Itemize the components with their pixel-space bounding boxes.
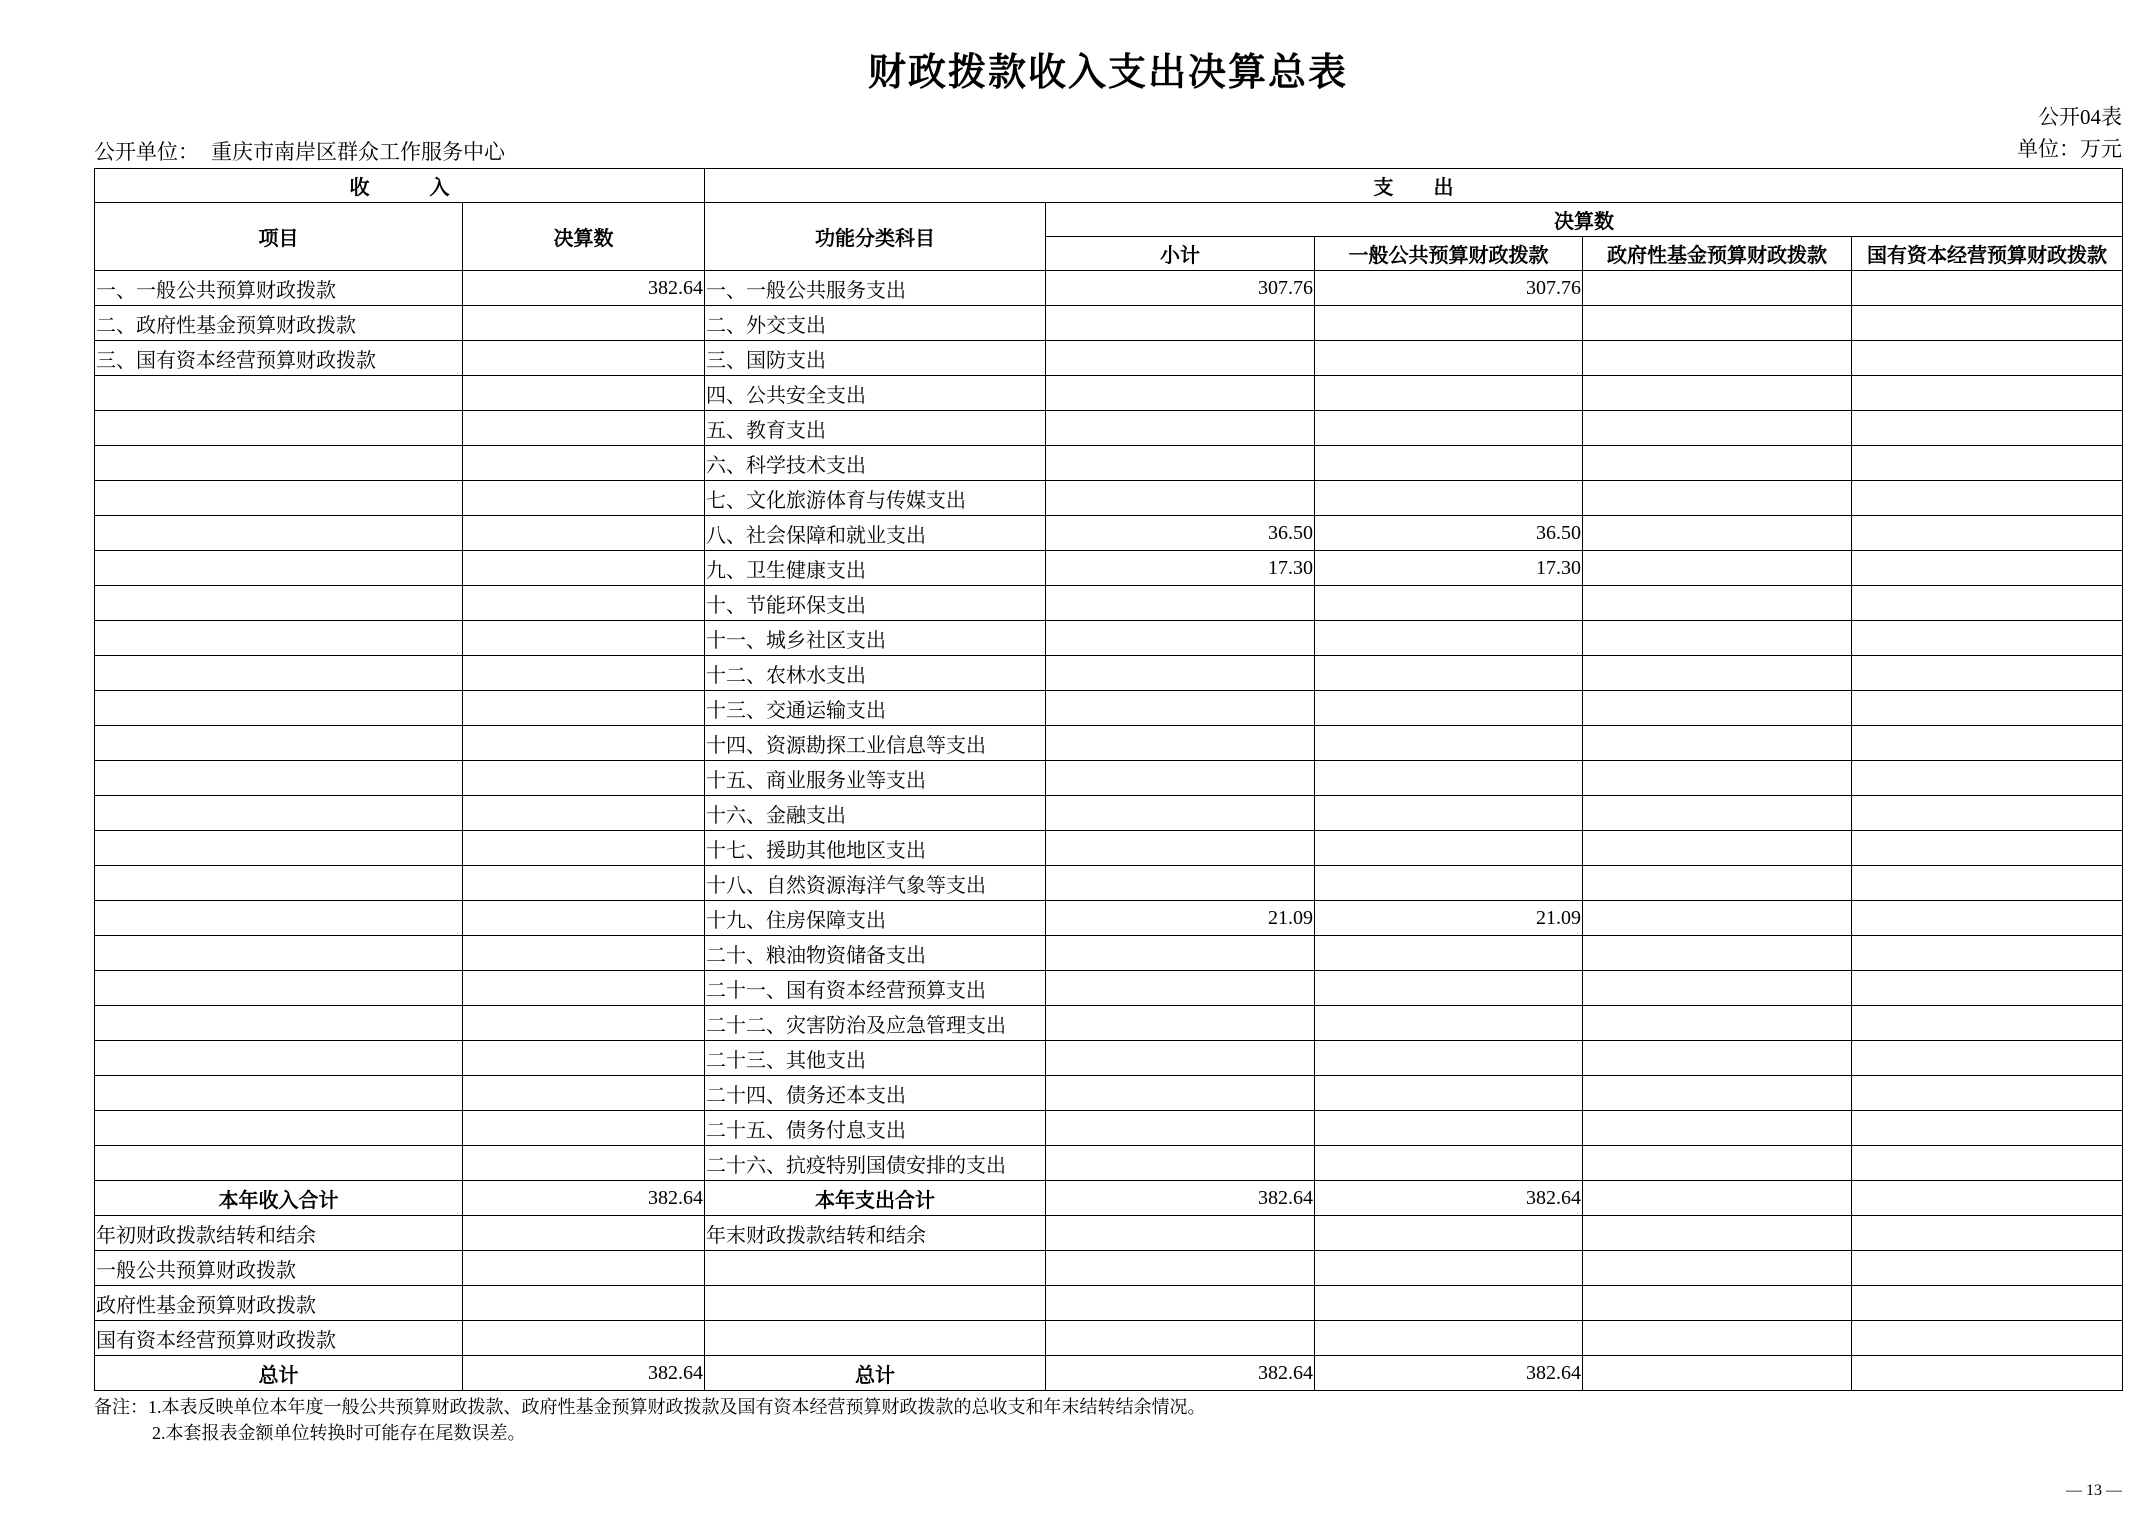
expense-category-cell: 十五、商业服务业等支出: [705, 761, 1046, 796]
income-item-cell: 政府性基金预算财政拨款: [95, 1286, 463, 1321]
reporting-unit-name: 重庆市南岸区群众工作服务中心: [211, 140, 505, 164]
subtotal-cell: [1046, 621, 1315, 656]
income-amount-cell: [463, 831, 705, 866]
form-number: 公开04表: [2038, 105, 2122, 129]
income-item-cell: 三、国有资本经营预算财政拨款: [95, 341, 463, 376]
income-amount-cell: 382.64: [463, 271, 705, 306]
table-row: [95, 271, 2123, 306]
income-item-cell: [95, 551, 463, 586]
state-capital-cell: [1852, 1321, 2123, 1356]
income-amount-cell: [463, 936, 705, 971]
subtotal-cell: 382.64: [1046, 1356, 1315, 1391]
table-row: [95, 481, 2123, 516]
general-budget-cell: [1315, 796, 1583, 831]
gov-fund-cell: [1583, 901, 1852, 936]
income-item-cell: [95, 1111, 463, 1146]
expense-category-cell: 总计: [705, 1356, 1046, 1391]
general-budget-cell: [1315, 306, 1583, 341]
budget-summary-table: [94, 168, 2123, 1391]
state-capital-cell: [1852, 936, 2123, 971]
income-item-cell: [95, 376, 463, 411]
gov-fund-cell: [1583, 341, 1852, 376]
gov-fund-cell: [1583, 1076, 1852, 1111]
general-budget-cell: [1315, 1111, 1583, 1146]
table-row: [95, 901, 2123, 936]
table-row: [95, 341, 2123, 376]
carryover-row: [95, 1321, 2123, 1356]
gov-fund-cell: [1583, 1321, 1852, 1356]
expense-category-cell: 八、社会保障和就业支出: [705, 516, 1046, 551]
income-item-cell: 年初财政拨款结转和结余: [95, 1216, 463, 1251]
table-row: [95, 691, 2123, 726]
state-capital-cell: [1852, 621, 2123, 656]
expense-category-cell: 四、公共安全支出: [705, 376, 1046, 411]
general-budget-cell: [1315, 831, 1583, 866]
income-item-cell: [95, 411, 463, 446]
general-budget-cell: 382.64: [1315, 1181, 1583, 1216]
general-budget-cell: [1315, 621, 1583, 656]
income-item-cell: [95, 761, 463, 796]
income-item-cell: [95, 831, 463, 866]
subtotal-cell: [1046, 866, 1315, 901]
table-row: [95, 1146, 2123, 1181]
expense-category-cell: 三、国防支出: [705, 341, 1046, 376]
income-amount-cell: 382.64: [463, 1356, 705, 1391]
income-amount-cell: [463, 761, 705, 796]
table-row: [95, 446, 2123, 481]
income-item-cell: [95, 726, 463, 761]
note-line: 备注：1.本表反映单位本年度一般公共预算财政拨款、政府性基金预算财政拨款及国有资本经营预算财政拨款的总收支和年末结转结余情况。: [94, 1397, 1206, 1417]
gov-fund-cell: [1583, 1111, 1852, 1146]
state-capital-cell: [1852, 481, 2123, 516]
income-item-cell: [95, 901, 463, 936]
state-capital-cell: [1852, 376, 2123, 411]
income-amount-cell: [463, 621, 705, 656]
expense-category-cell: [705, 1286, 1046, 1321]
general-budget-cell: 17.30: [1315, 551, 1583, 586]
state-capital-cell: [1852, 1181, 2123, 1216]
subtotal-cell: 17.30: [1046, 551, 1315, 586]
state-capital-cell: [1852, 306, 2123, 341]
state-capital-cell: [1852, 1146, 2123, 1181]
subtotal-cell: [1046, 656, 1315, 691]
category-column-header: 功能分类科目: [705, 203, 1046, 271]
table-row: [95, 971, 2123, 1006]
income-amount-cell: [463, 341, 705, 376]
state-capital-cell: [1852, 1111, 2123, 1146]
subtotal-cell: [1046, 1006, 1315, 1041]
reporting-unit: [94, 139, 505, 165]
state-capital-cell: [1852, 516, 2123, 551]
income-amount-cell: [463, 376, 705, 411]
gov-fund-cell: [1583, 1146, 1852, 1181]
general-budget-cell: [1315, 1216, 1583, 1251]
carryover-row: [95, 1251, 2123, 1286]
gov-fund-cell: [1583, 586, 1852, 621]
subtotal-cell: [1046, 936, 1315, 971]
general-budget-cell: [1315, 1006, 1583, 1041]
income-item-cell: [95, 656, 463, 691]
table-row: [95, 1111, 2123, 1146]
expense-category-cell: 二十一、国有资本经营预算支出: [705, 971, 1046, 1006]
table-row: [95, 551, 2123, 586]
income-item-cell: 总计: [95, 1356, 463, 1391]
income-amount-cell: [463, 1076, 705, 1111]
subtotal-cell: [1046, 1076, 1315, 1111]
state-capital-column-header: 国有资本经营预算财政拨款: [1852, 237, 2123, 271]
table-row: [95, 656, 2123, 691]
carryover-row: [95, 1216, 2123, 1251]
expense-category-cell: [705, 1321, 1046, 1356]
note-line: 2.本套报表金额单位转换时可能存在尾数误差。: [152, 1423, 526, 1443]
expense-category-cell: [705, 1251, 1046, 1286]
income-amount-cell: [463, 1111, 705, 1146]
expense-category-cell: 二十四、债务还本支出: [705, 1076, 1046, 1111]
gov-fund-cell: [1583, 1356, 1852, 1391]
expense-category-cell: 七、文化旅游体育与传媒支出: [705, 481, 1046, 516]
general-budget-cell: [1315, 971, 1583, 1006]
state-capital-cell: [1852, 1251, 2123, 1286]
state-capital-cell: [1852, 1216, 2123, 1251]
income-amount-cell: [463, 411, 705, 446]
income-amount-cell: [463, 516, 705, 551]
income-amount-cell: [463, 586, 705, 621]
general-budget-cell: [1315, 481, 1583, 516]
state-capital-cell: [1852, 971, 2123, 1006]
state-capital-cell: [1852, 726, 2123, 761]
general-budget-cell: [1315, 1041, 1583, 1076]
general-budget-cell: [1315, 586, 1583, 621]
income-item-cell: [95, 481, 463, 516]
income-amount-cell: [463, 1216, 705, 1251]
income-section-header: 收 入: [95, 169, 705, 203]
gov-fund-cell: [1583, 691, 1852, 726]
gov-fund-cell: [1583, 271, 1852, 306]
subtotal-cell: [1046, 1286, 1315, 1321]
income-amount-cell: 382.64: [463, 1181, 705, 1216]
expense-category-cell: 二十、粮油物资储备支出: [705, 936, 1046, 971]
expense-category-cell: 九、卫生健康支出: [705, 551, 1046, 586]
table-row: [95, 761, 2123, 796]
subtotal-column-header: 小计: [1046, 237, 1315, 271]
gov-fund-cell: [1583, 1286, 1852, 1321]
income-item-cell: 一、一般公共预算财政拨款: [95, 271, 463, 306]
expense-category-cell: 二十三、其他支出: [705, 1041, 1046, 1076]
state-capital-cell: [1852, 271, 2123, 306]
expense-category-cell: 十六、金融支出: [705, 796, 1046, 831]
income-amount-cell: [463, 1321, 705, 1356]
general-budget-cell: 36.50: [1315, 516, 1583, 551]
gov-fund-cell: [1583, 971, 1852, 1006]
income-item-cell: [95, 1041, 463, 1076]
expense-category-cell: 十四、资源勘探工业信息等支出: [705, 726, 1046, 761]
subtotal-cell: 36.50: [1046, 516, 1315, 551]
state-capital-cell: [1852, 761, 2123, 796]
grand-total-row: [95, 1356, 2123, 1391]
general-budget-cell: [1315, 411, 1583, 446]
general-budget-cell: [1315, 341, 1583, 376]
income-amount-cell: [463, 551, 705, 586]
gov-fund-column-header: 政府性基金预算财政拨款: [1583, 237, 1852, 271]
income-item-cell: [95, 516, 463, 551]
general-budget-cell: [1315, 446, 1583, 481]
income-item-cell: 二、政府性基金预算财政拨款: [95, 306, 463, 341]
general-budget-cell: [1315, 376, 1583, 411]
amount-column-header: 决算数: [463, 203, 705, 271]
income-amount-cell: [463, 691, 705, 726]
subtotal-cell: [1046, 1321, 1315, 1356]
general-budget-cell: [1315, 656, 1583, 691]
state-capital-cell: [1852, 831, 2123, 866]
subtotal-cell: [1046, 1251, 1315, 1286]
gov-fund-cell: [1583, 621, 1852, 656]
expense-category-cell: 本年支出合计: [705, 1181, 1046, 1216]
table-row: [95, 796, 2123, 831]
gov-fund-cell: [1583, 516, 1852, 551]
gov-fund-cell: [1583, 481, 1852, 516]
income-item-cell: 国有资本经营预算财政拨款: [95, 1321, 463, 1356]
state-capital-cell: [1852, 1286, 2123, 1321]
state-capital-cell: [1852, 901, 2123, 936]
gov-fund-cell: [1583, 411, 1852, 446]
subtotal-cell: [1046, 831, 1315, 866]
table-row: [95, 306, 2123, 341]
expense-category-cell: 十、节能环保支出: [705, 586, 1046, 621]
income-item-cell: [95, 796, 463, 831]
income-item-cell: [95, 1006, 463, 1041]
gov-fund-cell: [1583, 1181, 1852, 1216]
gov-fund-cell: [1583, 796, 1852, 831]
expense-category-cell: 十二、农林水支出: [705, 656, 1046, 691]
table-row: [95, 516, 2123, 551]
general-budget-cell: [1315, 866, 1583, 901]
gov-fund-cell: [1583, 446, 1852, 481]
income-amount-cell: [463, 1041, 705, 1076]
table-row: [95, 376, 2123, 411]
state-capital-cell: [1852, 691, 2123, 726]
reporting-unit-label: 公开单位：: [94, 140, 199, 164]
subtotal-cell: [1046, 1216, 1315, 1251]
gov-fund-cell: [1583, 1251, 1852, 1286]
page-number: — 13 —: [2066, 1482, 2122, 1499]
general-budget-cell: 382.64: [1315, 1356, 1583, 1391]
expense-category-cell: 二、外交支出: [705, 306, 1046, 341]
expense-category-cell: 年末财政拨款结转和结余: [705, 1216, 1046, 1251]
income-item-cell: 一般公共预算财政拨款: [95, 1251, 463, 1286]
table-row: [95, 1076, 2123, 1111]
income-amount-cell: [463, 481, 705, 516]
table-body: [95, 271, 2123, 1391]
income-item-cell: [95, 1076, 463, 1111]
expense-category-cell: 二十六、抗疫特别国债安排的支出: [705, 1146, 1046, 1181]
state-capital-cell: [1852, 446, 2123, 481]
general-budget-cell: 21.09: [1315, 901, 1583, 936]
state-capital-cell: [1852, 1006, 2123, 1041]
item-column-header: 项目: [95, 203, 463, 271]
state-capital-cell: [1852, 1076, 2123, 1111]
income-item-cell: 本年收入合计: [95, 1181, 463, 1216]
subtotal-cell: 307.76: [1046, 271, 1315, 306]
income-item-cell: [95, 586, 463, 621]
income-item-cell: [95, 971, 463, 1006]
gov-fund-cell: [1583, 726, 1852, 761]
general-budget-cell: [1315, 1251, 1583, 1286]
income-amount-cell: [463, 901, 705, 936]
income-item-cell: [95, 691, 463, 726]
gov-fund-cell: [1583, 761, 1852, 796]
subtotal-cell: [1046, 341, 1315, 376]
subtotal-cell: [1046, 586, 1315, 621]
general-budget-cell: [1315, 691, 1583, 726]
general-budget-column-header: 一般公共预算财政拨款: [1315, 237, 1583, 271]
gov-fund-cell: [1583, 376, 1852, 411]
state-capital-cell: [1852, 1356, 2123, 1391]
subtotal-cell: [1046, 411, 1315, 446]
income-item-cell: [95, 866, 463, 901]
subtotal-cell: 21.09: [1046, 901, 1315, 936]
table-row: [95, 831, 2123, 866]
general-budget-cell: [1315, 726, 1583, 761]
income-amount-cell: [463, 866, 705, 901]
subtotal-cell: [1046, 761, 1315, 796]
income-amount-cell: [463, 446, 705, 481]
income-amount-cell: [463, 726, 705, 761]
section-header-row: [95, 169, 2123, 203]
income-amount-cell: [463, 1006, 705, 1041]
general-budget-cell: [1315, 1076, 1583, 1111]
subtotal-cell: [1046, 481, 1315, 516]
income-item-cell: [95, 1146, 463, 1181]
year-total-row: [95, 1181, 2123, 1216]
subtotal-cell: [1046, 1041, 1315, 1076]
subtotal-cell: [1046, 971, 1315, 1006]
subtotal-cell: [1046, 796, 1315, 831]
column-header-row: [95, 203, 2123, 237]
state-capital-cell: [1852, 586, 2123, 621]
page-title: 财政拨款收入支出决算总表: [867, 52, 1348, 94]
subtotal-cell: [1046, 1146, 1315, 1181]
income-amount-cell: [463, 1146, 705, 1181]
subtotal-cell: [1046, 306, 1315, 341]
gov-fund-cell: [1583, 306, 1852, 341]
currency-unit: 单位：万元: [2017, 137, 2122, 161]
expense-category-cell: 二十二、灾害防治及应急管理支出: [705, 1006, 1046, 1041]
income-item-cell: [95, 446, 463, 481]
table-row: [95, 726, 2123, 761]
income-item-cell: [95, 621, 463, 656]
state-capital-cell: [1852, 551, 2123, 586]
table-row: [95, 1041, 2123, 1076]
gov-fund-cell: [1583, 656, 1852, 691]
state-capital-cell: [1852, 796, 2123, 831]
state-capital-cell: [1852, 866, 2123, 901]
subtotal-cell: [1046, 446, 1315, 481]
subtotal-cell: [1046, 1111, 1315, 1146]
general-budget-cell: [1315, 936, 1583, 971]
state-capital-cell: [1852, 411, 2123, 446]
expense-category-cell: 五、教育支出: [705, 411, 1046, 446]
income-amount-cell: [463, 971, 705, 1006]
gov-fund-cell: [1583, 1216, 1852, 1251]
expense-category-cell: 十一、城乡社区支出: [705, 621, 1046, 656]
expense-category-cell: 十九、住房保障支出: [705, 901, 1046, 936]
income-amount-cell: [463, 796, 705, 831]
expense-category-cell: 二十五、债务付息支出: [705, 1111, 1046, 1146]
gov-fund-cell: [1583, 866, 1852, 901]
income-amount-cell: [463, 656, 705, 691]
income-amount-cell: [463, 306, 705, 341]
gov-fund-cell: [1583, 1041, 1852, 1076]
subtotal-cell: [1046, 726, 1315, 761]
expense-category-cell: 十七、援助其他地区支出: [705, 831, 1046, 866]
general-budget-cell: [1315, 1146, 1583, 1181]
expense-section-header: 支 出: [705, 169, 2123, 203]
income-item-cell: [95, 936, 463, 971]
state-capital-cell: [1852, 1041, 2123, 1076]
subtotal-cell: [1046, 691, 1315, 726]
table-row: [95, 621, 2123, 656]
gov-fund-cell: [1583, 1006, 1852, 1041]
general-budget-cell: [1315, 761, 1583, 796]
state-capital-cell: [1852, 341, 2123, 376]
subtotal-cell: [1046, 376, 1315, 411]
expense-category-cell: 十八、自然资源海洋气象等支出: [705, 866, 1046, 901]
state-capital-cell: [1852, 656, 2123, 691]
gov-fund-cell: [1583, 936, 1852, 971]
notes: [94, 1394, 1206, 1446]
final-amount-group-header: 决算数: [1046, 203, 2123, 237]
expense-category-cell: 六、科学技术支出: [705, 446, 1046, 481]
general-budget-cell: 307.76: [1315, 271, 1583, 306]
general-budget-cell: [1315, 1321, 1583, 1356]
table-row: [95, 586, 2123, 621]
carryover-row: [95, 1286, 2123, 1321]
income-amount-cell: [463, 1286, 705, 1321]
subtotal-cell: 382.64: [1046, 1181, 1315, 1216]
table-row: [95, 936, 2123, 971]
general-budget-cell: [1315, 1286, 1583, 1321]
income-amount-cell: [463, 1251, 705, 1286]
gov-fund-cell: [1583, 831, 1852, 866]
table-row: [95, 1006, 2123, 1041]
table-row: [95, 866, 2123, 901]
table-row: [95, 411, 2123, 446]
expense-category-cell: 十三、交通运输支出: [705, 691, 1046, 726]
gov-fund-cell: [1583, 551, 1852, 586]
expense-category-cell: 一、一般公共服务支出: [705, 271, 1046, 306]
